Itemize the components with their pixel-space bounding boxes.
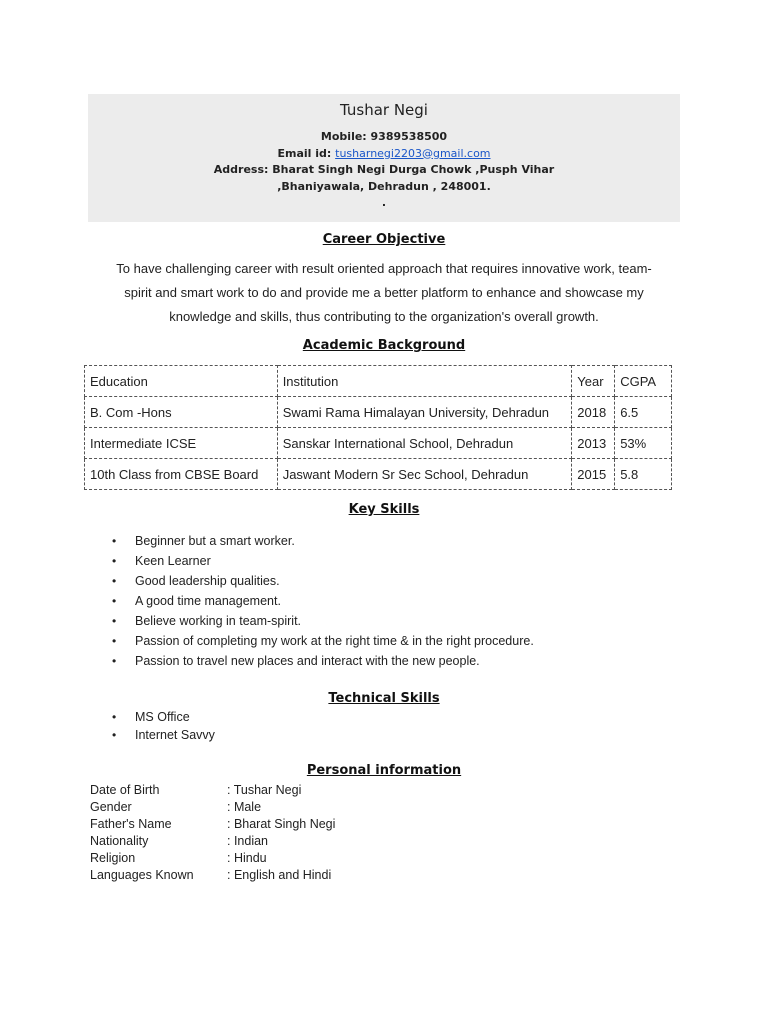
list-item bbox=[90, 782, 335, 799]
objective-line: spirit and smart work to do and provide me a better platform to enhance and showcase my bbox=[124, 285, 644, 300]
key-skills-heading: Key Skills bbox=[348, 502, 420, 517]
bullet-icon: • bbox=[112, 534, 117, 548]
list-item bbox=[90, 799, 335, 816]
year-cell: 2018 bbox=[572, 397, 615, 428]
cgpa-cell: 53% bbox=[615, 428, 672, 459]
academic-background-heading: Academic Background bbox=[302, 338, 466, 353]
bullet-icon: • bbox=[112, 634, 117, 648]
year-cell: 2015 bbox=[572, 459, 615, 490]
contact-details bbox=[88, 129, 680, 212]
education-cell: 10th Class from CBSE Board bbox=[85, 459, 278, 490]
list-item bbox=[112, 571, 534, 591]
email-label: Email id: bbox=[277, 146, 336, 160]
header-cell-institution: Institution bbox=[277, 366, 572, 397]
table-row bbox=[85, 397, 672, 428]
personal-information-heading: Personal information bbox=[306, 763, 462, 778]
field-label: Languages Known bbox=[90, 868, 194, 882]
table-row bbox=[85, 459, 672, 490]
field-value: : Indian bbox=[227, 834, 269, 848]
skill-text: Passion to travel new places and interact with the new people. bbox=[135, 654, 480, 668]
field-value: : Hindu bbox=[227, 851, 267, 865]
education-cell: B. Com -Hons bbox=[85, 397, 278, 428]
bullet-icon: • bbox=[112, 654, 117, 668]
header-cell-cgpa: CGPA bbox=[615, 366, 672, 397]
skill-text: MS Office bbox=[135, 710, 190, 724]
technical-skills-heading: Technical Skills bbox=[328, 691, 440, 706]
academic-table bbox=[84, 365, 672, 490]
mobile-line bbox=[88, 129, 680, 146]
email-line bbox=[88, 146, 680, 163]
bullet-icon: • bbox=[112, 554, 117, 568]
mobile-label: Mobile: bbox=[320, 130, 371, 143]
objective-line: To have challenging career with result oriented approach that requires innovative work, team- bbox=[116, 261, 652, 276]
personal-information-list bbox=[90, 782, 335, 884]
field-label: Father's Name bbox=[90, 817, 172, 831]
list-item bbox=[90, 816, 335, 833]
field-label: Date of Birth bbox=[90, 783, 160, 797]
list-item bbox=[112, 611, 534, 631]
candidate-name: Tushar Negi bbox=[340, 101, 428, 119]
bullet-icon: • bbox=[112, 594, 117, 608]
resume-header bbox=[88, 94, 680, 222]
list-item bbox=[90, 833, 335, 850]
bullet-icon: • bbox=[112, 574, 117, 588]
list-item bbox=[112, 651, 534, 671]
technical-skills-list bbox=[112, 708, 215, 744]
list-item bbox=[112, 531, 534, 551]
field-label: Religion bbox=[90, 851, 136, 865]
institution-cell: Swami Rama Himalayan University, Dehradun bbox=[277, 397, 572, 428]
address-line-3: . bbox=[381, 196, 387, 209]
address-line-1: Address: Bharat Singh Negi Durga Chowk ,Pusph Vihar bbox=[213, 163, 555, 176]
field-label: Nationality bbox=[90, 834, 149, 848]
objective-line: knowledge and skills, thus contributing to the organization's overall growth. bbox=[169, 309, 599, 324]
list-item bbox=[112, 708, 215, 726]
education-cell: Intermediate ICSE bbox=[85, 428, 278, 459]
field-value: : Bharat Singh Negi bbox=[227, 817, 336, 831]
skill-text: Passion of completing my work at the right time & in the right procedure. bbox=[135, 634, 534, 648]
key-skills-list bbox=[112, 531, 534, 671]
bullet-icon: • bbox=[112, 710, 117, 724]
skill-text: Keen Learner bbox=[135, 554, 211, 568]
cgpa-cell: 6.5 bbox=[615, 397, 672, 428]
field-label: Gender bbox=[90, 800, 132, 814]
skill-text: A good time management. bbox=[135, 594, 281, 608]
list-item bbox=[90, 850, 335, 867]
field-value: : Tushar Negi bbox=[227, 783, 302, 797]
bullet-icon: • bbox=[112, 614, 117, 628]
cgpa-cell: 5.8 bbox=[615, 459, 672, 490]
skill-text: Good leadership qualities. bbox=[135, 574, 280, 588]
skill-text: Beginner but a smart worker. bbox=[135, 534, 295, 548]
career-objective-heading: Career Objective bbox=[322, 232, 446, 247]
list-item bbox=[90, 867, 335, 884]
table-header-row bbox=[85, 366, 672, 397]
field-value: : Male bbox=[227, 800, 262, 814]
institution-cell: Sanskar International School, Dehradun bbox=[277, 428, 572, 459]
institution-cell: Jaswant Modern Sr Sec School, Dehradun bbox=[277, 459, 572, 490]
email-link[interactable]: tusharnegi2203@gmail.com bbox=[335, 146, 491, 160]
table-row bbox=[85, 428, 672, 459]
bullet-icon: • bbox=[112, 728, 117, 742]
skill-text: Internet Savvy bbox=[135, 728, 215, 742]
field-value: : English and Hindi bbox=[227, 868, 332, 882]
mobile-number: 9389538500 bbox=[370, 130, 448, 143]
list-item bbox=[112, 726, 215, 744]
list-item bbox=[112, 551, 534, 571]
career-objective-text bbox=[90, 257, 678, 329]
list-item bbox=[112, 631, 534, 651]
header-cell-education: Education bbox=[85, 366, 278, 397]
skill-text: Believe working in team-spirit. bbox=[135, 614, 302, 628]
address-line-2: ,Bhaniyawala, Dehradun , 248001. bbox=[277, 179, 491, 193]
year-cell: 2013 bbox=[572, 428, 615, 459]
header-cell-year: Year bbox=[572, 366, 615, 397]
list-item bbox=[112, 591, 534, 611]
